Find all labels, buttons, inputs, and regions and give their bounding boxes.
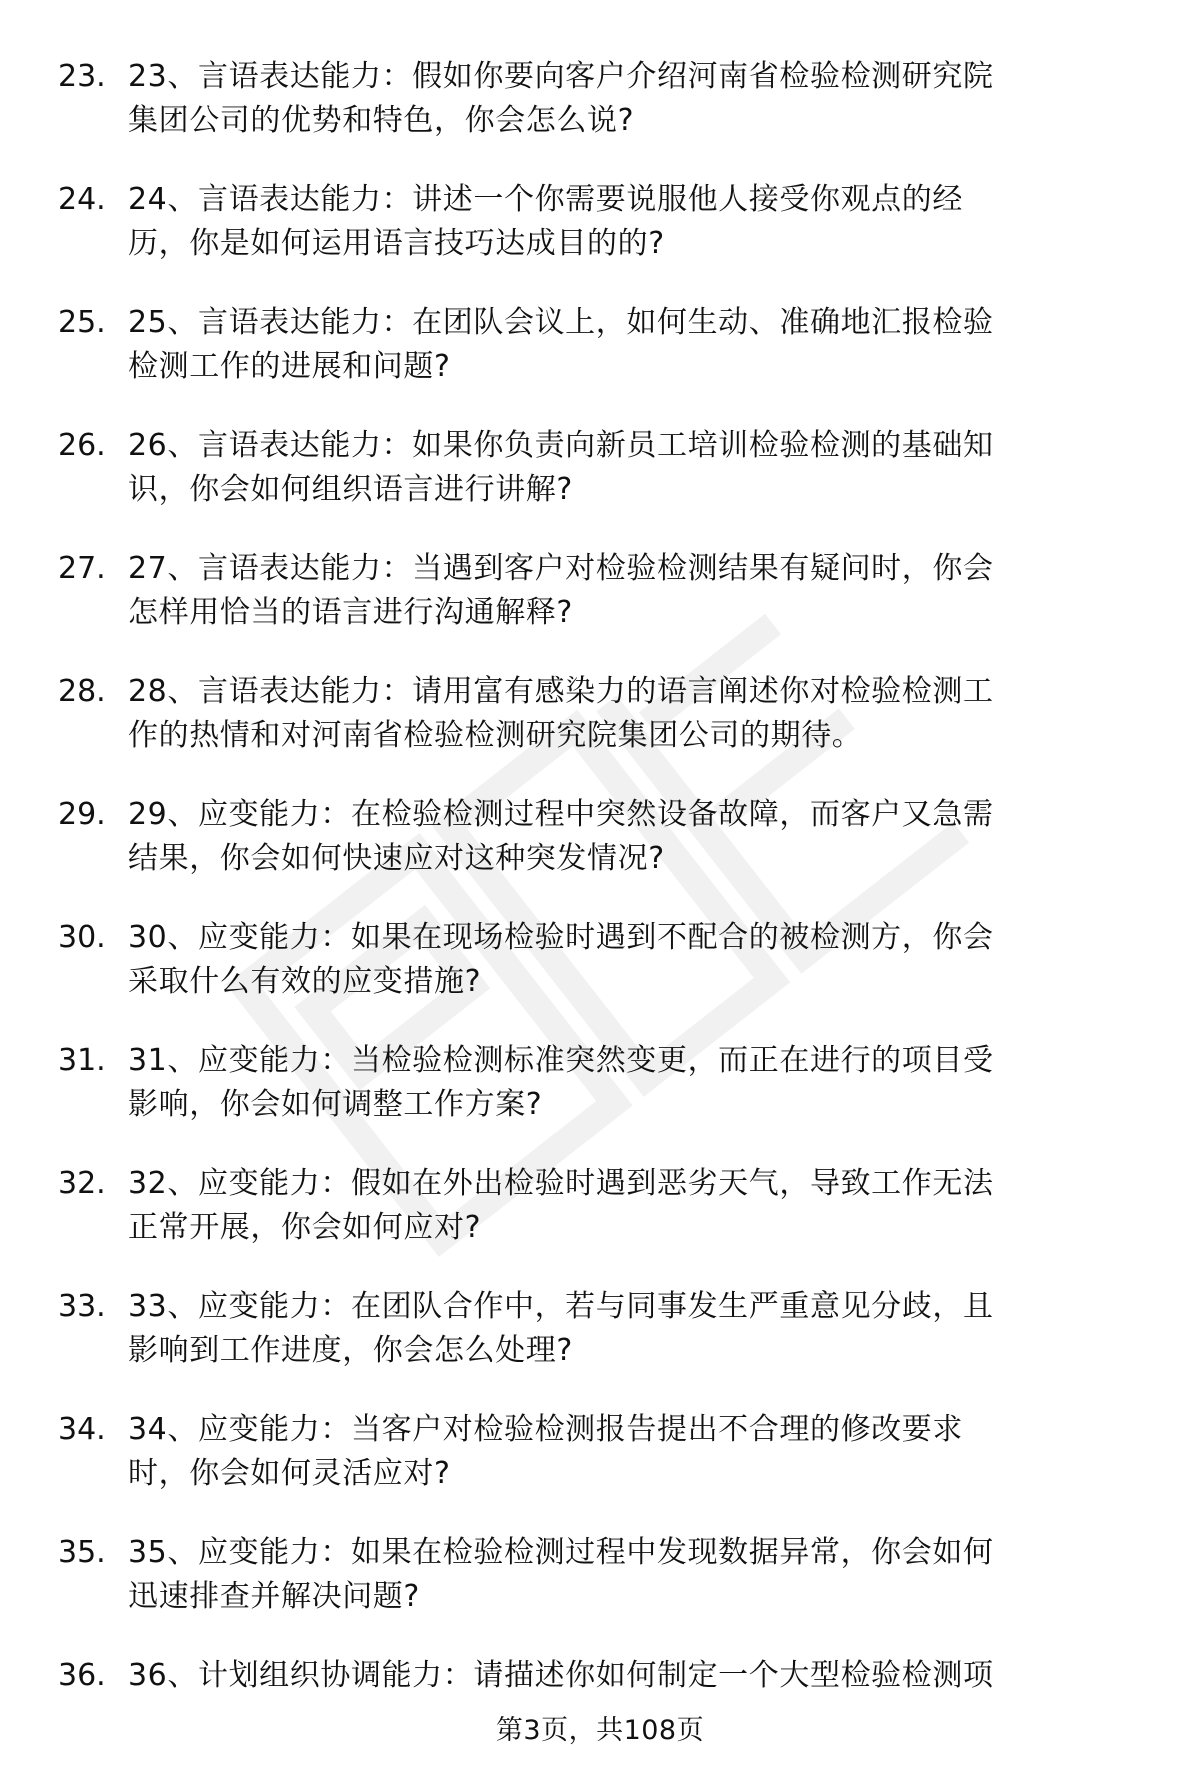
question-text xyxy=(128,424,1138,512)
question-text-line: 32、应变能力：假如在外出检验时遇到恶劣天气，导致工作无法 xyxy=(128,1166,994,1201)
question-text-line: 作的热情和对河南省检验检测研究院集团公司的期待。 xyxy=(128,718,863,753)
question-text-line: 28、言语表达能力：请用富有感染力的语言阐述你对检验检测工 xyxy=(128,674,994,709)
question-number: 23. xyxy=(58,59,106,94)
question-text-line: 36、计划组织协调能力：请描述你如何制定一个大型检验检测项 xyxy=(128,1658,994,1693)
question-text-line: 34、应变能力：当客户对检验检测报告提出不合理的修改要求 xyxy=(128,1412,963,1447)
question-item xyxy=(0,1039,1200,1162)
question-number: 35. xyxy=(58,1535,106,1570)
question-number: 28. xyxy=(58,674,106,709)
question-number: 34. xyxy=(58,1412,106,1447)
question-item xyxy=(0,424,1200,547)
question-text xyxy=(128,178,1138,266)
question-text xyxy=(128,55,1138,143)
question-item xyxy=(0,670,1200,793)
question-text xyxy=(128,1531,1138,1619)
question-text-line: 怎样用恰当的语言进行沟通解释? xyxy=(128,595,573,630)
question-text-line: 结果，你会如何快速应对这种突发情况? xyxy=(128,841,665,876)
question-item xyxy=(0,178,1200,301)
question-number: 36. xyxy=(58,1658,106,1693)
question-item xyxy=(0,55,1200,178)
question-list xyxy=(0,55,1200,1777)
question-item xyxy=(0,1408,1200,1531)
question-number: 31. xyxy=(58,1043,106,1078)
question-text xyxy=(128,1285,1138,1373)
question-text xyxy=(128,916,1138,1004)
question-item xyxy=(0,916,1200,1039)
question-number: 24. xyxy=(58,182,106,217)
question-text-line: 采取什么有效的应变措施? xyxy=(128,964,482,999)
question-text-line: 识，你会如何组织语言进行讲解? xyxy=(128,472,573,507)
question-text-line: 30、应变能力：如果在现场检验时遇到不配合的被检测方，你会 xyxy=(128,920,994,955)
question-text-line: 历，你是如何运用语言技巧达成目的的? xyxy=(128,226,665,261)
question-item xyxy=(0,1162,1200,1285)
question-text-line: 25、言语表达能力：在团队会议上，如何生动、准确地汇报检验 xyxy=(128,305,994,340)
question-text xyxy=(128,1654,1138,1698)
question-item xyxy=(0,1531,1200,1654)
question-text-line: 迅速排查并解决问题? xyxy=(128,1579,420,1614)
question-text-line: 33、应变能力：在团队合作中，若与同事发生严重意见分歧，且 xyxy=(128,1289,994,1324)
question-number: 26. xyxy=(58,428,106,463)
question-number: 32. xyxy=(58,1166,106,1201)
question-text-line: 正常开展，你会如何应对? xyxy=(128,1210,482,1245)
question-text-line: 31、应变能力：当检验检测标准突然变更，而正在进行的项目受 xyxy=(128,1043,994,1078)
question-number: 27. xyxy=(58,551,106,586)
question-text-line: 26、言语表达能力：如果你负责向新员工培训检验检测的基础知 xyxy=(128,428,994,463)
question-text-line: 时，你会如何灵活应对? xyxy=(128,1456,451,1491)
question-text-line: 影响到工作进度，你会怎么处理? xyxy=(128,1333,573,1368)
question-text xyxy=(128,1408,1138,1496)
question-text-line: 影响，你会如何调整工作方案? xyxy=(128,1087,543,1122)
question-number: 33. xyxy=(58,1289,106,1324)
question-text xyxy=(128,793,1138,881)
question-number: 25. xyxy=(58,305,106,340)
question-number: 29. xyxy=(58,797,106,832)
question-item xyxy=(0,1285,1200,1408)
question-text xyxy=(128,301,1138,389)
question-text xyxy=(128,547,1138,635)
question-text-line: 29、应变能力：在检验检测过程中突然设备故障，而客户又急需 xyxy=(128,797,994,832)
question-text-line: 35、应变能力：如果在检验检测过程中发现数据异常，你会如何 xyxy=(128,1535,994,1570)
question-number: 30. xyxy=(58,920,106,955)
question-text-line: 集团公司的优势和特色，你会怎么说? xyxy=(128,103,635,138)
question-text xyxy=(128,1162,1138,1250)
question-text-line: 24、言语表达能力：讲述一个你需要说服他人接受你观点的经 xyxy=(128,182,963,217)
question-text-line: 27、言语表达能力：当遇到客户对检验检测结果有疑问时，你会 xyxy=(128,551,994,586)
question-text-line: 检测工作的进展和问题? xyxy=(128,349,451,384)
question-item xyxy=(0,547,1200,670)
question-item xyxy=(0,301,1200,424)
question-text-line: 23、言语表达能力：假如你要向客户介绍河南省检验检测研究院 xyxy=(128,59,994,94)
question-text xyxy=(128,1039,1138,1127)
question-text xyxy=(128,670,1138,758)
page-footer: 第3页，共108页 xyxy=(495,1715,705,1746)
question-item xyxy=(0,793,1200,916)
